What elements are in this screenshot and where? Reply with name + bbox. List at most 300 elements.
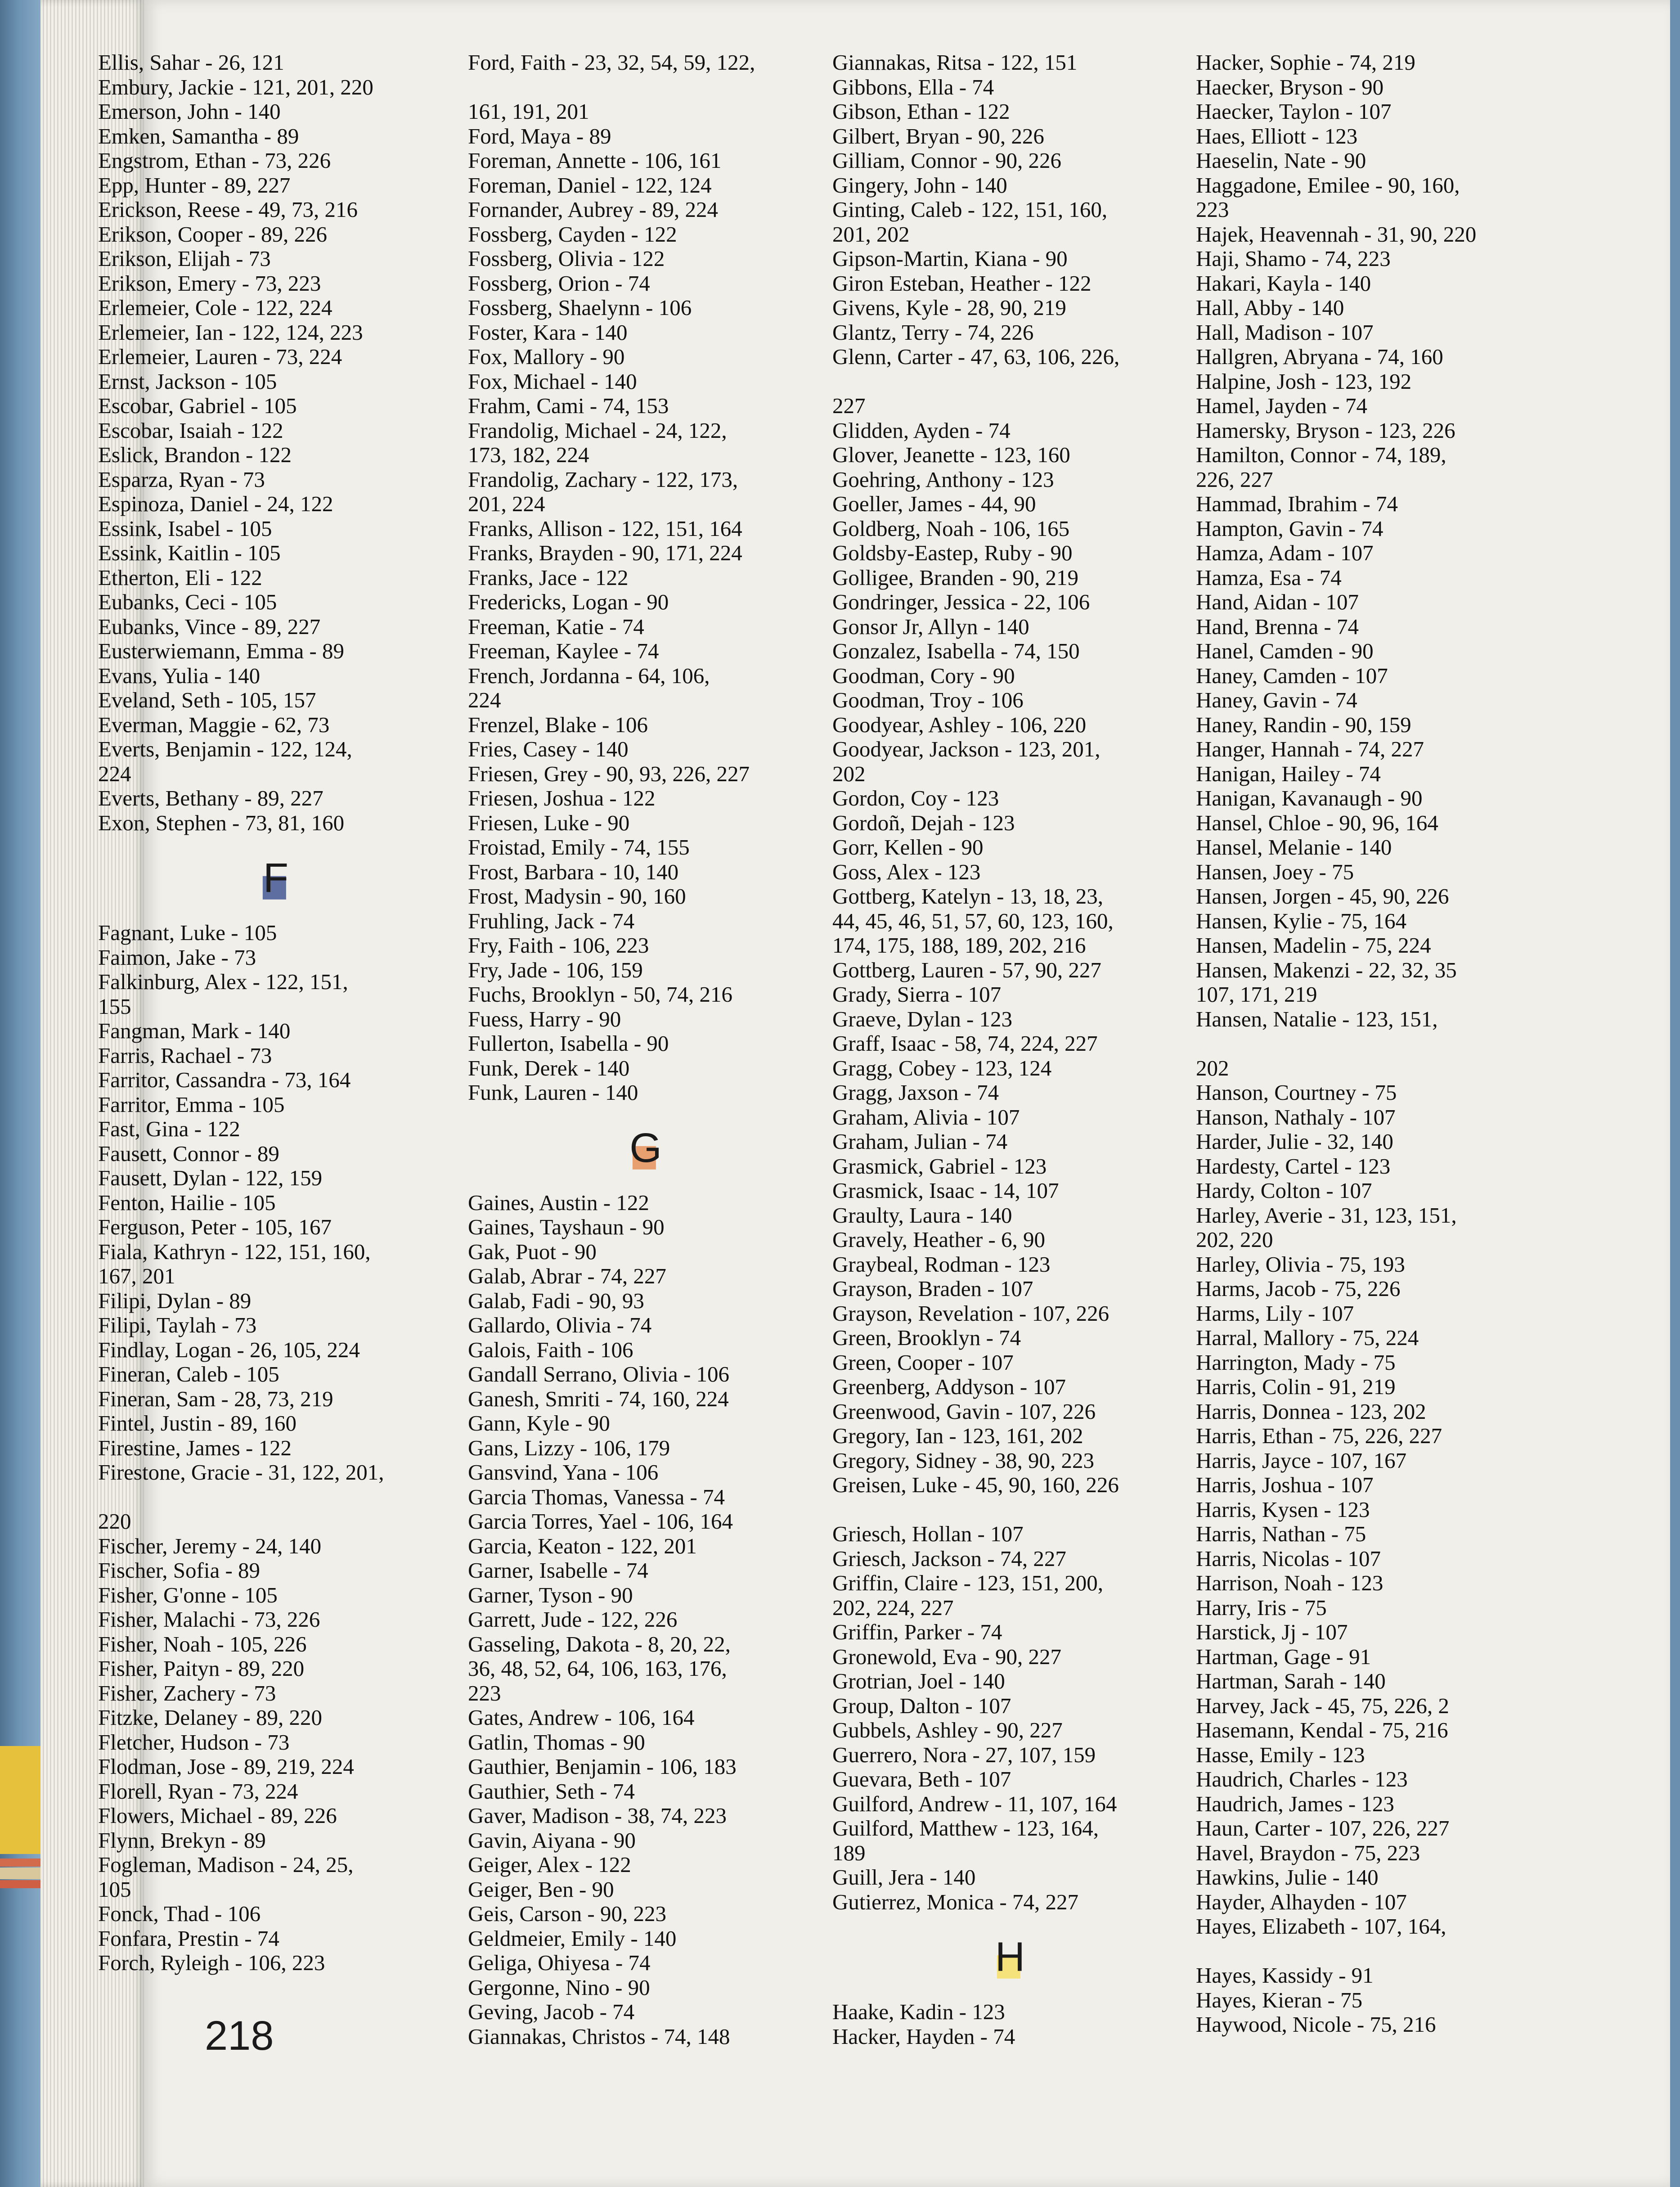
index-entry: Harris, Donnea - 123, 202 [1196,1399,1426,1424]
index-entry: Fisher, Paityn - 89, 220 [98,1656,305,1681]
index-entry: Harley, Averie - 31, 123, 151, [1196,1202,1457,1228]
index-entry: Hardesty, Cartel - 123 [1196,1153,1391,1179]
index-entry: Hayes, Kassidy - 91 [1196,1963,1374,1988]
index-entry: Everts, Benjamin - 122, 124, [98,737,352,761]
index-entry: Gavin, Aiyana - 90 [468,1827,636,1853]
index-entry: Harris, Colin - 91, 219 [1196,1374,1396,1399]
index-entry: Graeve, Dylan - 123 [832,1006,1013,1031]
index-entry: Glantz, Terry - 74, 226 [832,320,1034,345]
index-entry: Fangman, Mark - 140 [98,1018,291,1043]
index-entry: Ganesh, Smriti - 74, 160, 224 [468,1386,729,1411]
index-entry: Hamersky, Bryson - 123, 226 [1196,418,1455,443]
index-entry: Hawkins, Julie - 140 [1196,1865,1379,1890]
index-entry: Hampton, Gavin - 74 [1196,516,1384,541]
index-entry: 220 [98,1509,131,1534]
index-entry: Fullerton, Isabella - 90 [468,1031,669,1056]
index-entry: 173, 182, 224 [468,442,589,467]
index-entry: Fossberg, Olivia - 122 [468,246,665,271]
index-entry: Foreman, Daniel - 122, 124 [468,172,712,198]
index-entry: Foreman, Annette - 106, 161 [468,148,722,173]
index-entry: Engstrom, Ethan - 73, 226 [98,148,331,173]
index-entry: Gondringer, Jessica - 22, 106 [832,590,1090,614]
index-entry: Fagnant, Luke - 105 [98,920,277,945]
index-entry: Hall, Madison - 107 [1196,320,1374,345]
index-entry: Etherton, Eli - 122 [98,565,262,590]
index-entry: Fisher, Noah - 105, 226 [98,1631,307,1656]
index-entry: Gallardo, Olivia - 74 [468,1313,652,1337]
index-entry: Galab, Fadi - 90, 93 [468,1288,644,1313]
index-entry: Gipson-Martin, Kiana - 90 [832,246,1068,271]
index-entry: Erikson, Emery - 73, 223 [98,270,321,296]
index-entry: Greisen, Luke - 45, 90, 160, 226 [832,1472,1119,1497]
index-entry: Hamza, Adam - 107 [1196,540,1374,565]
index-entry: Haywood, Nicole - 75, 216 [1196,2012,1436,2037]
index-entry: Fischer, Jeremy - 24, 140 [98,1533,322,1558]
index-entry: Gergonne, Nino - 90 [468,1975,650,2000]
index-column-4 [1196,50,1551,2102]
index-entry: Harms, Jacob - 75, 226 [1196,1276,1401,1301]
index-column-2 [468,50,823,2102]
index-entry: Gansvind, Yana - 106 [468,1460,659,1485]
index-entry: Hamel, Jayden - 74 [1196,393,1367,418]
index-entry: Grotrian, Joel - 140 [832,1669,1005,1693]
index-entry: Flowers, Michael - 89, 226 [98,1803,337,1828]
index-entry: Harrison, Noah - 123 [1196,1570,1384,1595]
index-entry: Eubanks, Vince - 89, 227 [98,614,321,639]
index-entry: Farritor, Emma - 105 [98,1092,285,1117]
index-entry: Esparza, Ryan - 73 [98,467,265,492]
blank-line [98,1485,454,1510]
index-entry: Hansen, Makenzi - 22, 32, 35 [1196,957,1457,982]
index-entry: Freeman, Kaylee - 74 [468,639,659,663]
index-entry: Firestine, James - 122 [98,1435,292,1460]
index-entry: Eveland, Seth - 105, 157 [98,688,316,712]
index-entry: Filipi, Taylah - 73 [98,1313,257,1337]
index-entry: Escobar, Gabriel - 105 [98,393,297,418]
index-entry: Guilford, Matthew - 123, 164, [832,1816,1099,1840]
index-entry: Glenn, Carter - 47, 63, 106, 226, [832,344,1120,369]
index-entry: Griffin, Claire - 123, 151, 200, [832,1570,1103,1595]
index-entry: Hayes, Kieran - 75 [1196,1987,1363,2012]
index-entry: Hakari, Kayla - 140 [1196,270,1371,296]
index-entry: Goldberg, Noah - 106, 165 [832,516,1070,541]
index-entry: Fisher, Malachi - 73, 226 [98,1607,320,1632]
section-letter-g [468,1105,823,1191]
index-entry: Hansen, Jorgen - 45, 90, 226 [1196,884,1449,909]
index-entry: Hayes, Elizabeth - 107, 164, [1196,1914,1446,1939]
index-entry: Garcia Torres, Yael - 106, 164 [468,1509,733,1534]
index-entry: Hansen, Kylie - 75, 164 [1196,908,1407,933]
index-entry: Harris, Jayce - 107, 167 [1196,1448,1407,1473]
index-entry: Graybeal, Rodman - 123 [832,1251,1051,1277]
index-entry: Erlemeier, Lauren - 73, 224 [98,344,342,369]
index-entry: Fossberg, Orion - 74 [468,270,650,296]
index-entry: Fisher, Zachery - 73 [98,1680,276,1706]
index-entry: 36, 48, 52, 64, 106, 163, 176, [468,1656,727,1681]
index-entry: Fox, Michael - 140 [468,369,637,394]
index-entry: 226, 227 [1196,467,1273,492]
index-entry: Ford, Maya - 89 [468,123,611,148]
index-entry: Essink, Isabel - 105 [98,516,272,541]
index-entry: Goodman, Cory - 90 [832,663,1015,688]
index-entry: Hand, Brenna - 74 [1196,614,1359,639]
index-entry: Faimon, Jake - 73 [98,945,256,970]
index-entry: Fausett, Connor - 89 [98,1141,279,1166]
index-entry: Espinoza, Daniel - 24, 122 [98,491,333,516]
index-entry: Guill, Jera - 140 [832,1865,976,1890]
index-entry: Gaver, Madison - 38, 74, 223 [468,1803,727,1828]
index-entry: Hansen, Joey - 75 [1196,859,1354,884]
index-entry: Hanger, Hannah - 74, 227 [1196,737,1424,761]
index-entry: Fry, Faith - 106, 223 [468,933,649,958]
index-entry: 227 [832,393,866,418]
index-entry: Giannakas, Ritsa - 122, 151 [832,50,1078,75]
index-entry: Ernst, Jackson - 105 [98,369,277,394]
index-entry: Goodyear, Jackson - 123, 201, [832,737,1101,761]
index-entry: Fast, Gina - 122 [98,1116,240,1141]
index-entry: Fletcher, Hudson - 73 [98,1729,290,1755]
index-entry: Friesen, Luke - 90 [468,810,630,835]
index-entry: Hammad, Ibrahim - 74 [1196,491,1398,516]
spine-yellow-band [0,1746,40,1854]
index-entry: Giannakas, Christos - 74, 148 [468,2024,730,2049]
index-entry: Gregory, Sidney - 38, 90, 223 [832,1448,1095,1473]
index-entry: Ellis, Sahar - 26, 121 [98,50,284,75]
index-entry: 155 [98,994,131,1019]
index-entry: Haecker, Bryson - 90 [1196,74,1384,99]
index-entry: Fredericks, Logan - 90 [468,590,669,614]
index-entry: Gingery, John - 140 [832,172,1007,198]
index-entry: Grayson, Braden - 107 [832,1276,1033,1301]
index-entry: Griesch, Hollan - 107 [832,1521,1024,1546]
index-entry: Goldsby-Eastep, Ruby - 90 [832,540,1073,565]
index-entry: Geldmeier, Emily - 140 [468,1926,677,1951]
index-entry: Funk, Lauren - 140 [468,1080,638,1105]
index-entry: Graulty, Laura - 140 [832,1202,1012,1228]
index-entry: Hall, Abby - 140 [1196,295,1344,320]
index-entry: Hanson, Nathaly - 107 [1196,1104,1396,1130]
index-entry: Gasseling, Dakota - 8, 20, 22, [468,1631,731,1656]
index-entry: Garner, Tyson - 90 [468,1582,633,1607]
index-entry: Erikson, Elijah - 73 [98,246,271,271]
index-entry: Filipi, Dylan - 89 [98,1288,252,1313]
section-letter-f [98,835,454,921]
index-entry: Gaines, Tayshaun - 90 [468,1215,665,1239]
index-entry: Green, Brooklyn - 74 [832,1325,1021,1350]
index-entry: Funk, Derek - 140 [468,1055,630,1080]
index-entry: Gak, Puot - 90 [468,1239,597,1264]
index-entry: Fiala, Kathryn - 122, 151, 160, [98,1239,371,1264]
index-entry: Escobar, Isaiah - 122 [98,418,283,443]
index-entry: Freeman, Katie - 74 [468,614,644,639]
index-entry: 44, 45, 46, 51, 57, 60, 123, 160, [832,908,1114,933]
index-entry: Haney, Randin - 90, 159 [1196,712,1411,737]
index-entry: Geiger, Alex - 122 [468,1852,631,1877]
index-entry: Essink, Kaitlin - 105 [98,540,281,565]
index-entry: Erikson, Cooper - 89, 226 [98,221,327,247]
index-entry: Guevara, Beth - 107 [832,1767,1011,1791]
index-entry: Graham, Alivia - 107 [832,1104,1020,1130]
index-entry: Eubanks, Ceci - 105 [98,590,277,614]
index-entry: Gibson, Ethan - 122 [832,99,1010,124]
index-entry: Frandolig, Zachary - 122, 173, [468,467,738,492]
index-entry: Fonck, Thad - 106 [98,1901,261,1926]
index-entry: Goehring, Anthony - 123 [832,467,1054,492]
index-entry: Haggadone, Emilee - 90, 160, [1196,172,1460,198]
index-entry: Grady, Sierra - 107 [832,982,1002,1007]
index-entry: Geis, Carson - 90, 223 [468,1901,666,1926]
index-entry: Harris, Ethan - 75, 226, 227 [1196,1423,1442,1448]
index-entry: Fossberg, Cayden - 122 [468,221,677,247]
index-entry: Farris, Rachael - 73 [98,1043,272,1068]
index-entry: 224 [98,761,131,786]
index-entry: Group, Dalton - 107 [832,1693,1011,1718]
index-entry: Hasemann, Kendal - 75, 216 [1196,1718,1448,1742]
index-entry: Greenberg, Addyson - 107 [832,1374,1066,1399]
index-entry: 161, 191, 201 [468,99,589,124]
index-entry: Gubbels, Ashley - 90, 227 [832,1718,1063,1742]
index-entry: Geiger, Ben - 90 [468,1876,614,1902]
index-entry: Gates, Andrew - 106, 164 [468,1705,695,1730]
index-column-3 [832,50,1188,2102]
section-letter-glyph: G [629,1125,662,1171]
index-entry: Hanigan, Kavanaugh - 90 [1196,786,1423,810]
index-entry: Gutierrez, Monica - 74, 227 [832,1889,1078,1914]
index-entry: Gauthier, Seth - 74 [468,1778,635,1804]
index-entry: Guerrero, Nora - 27, 107, 159 [832,1742,1096,1767]
index-entry: Frenzel, Blake - 106 [468,712,648,737]
index-entry: Harry, Iris - 75 [1196,1595,1327,1620]
index-entry: Fruhling, Jack - 74 [468,908,635,933]
blank-line [1196,1939,1551,1964]
index-entry: 107, 171, 219 [1196,982,1317,1007]
index-entry: Greenwood, Gavin - 107, 226 [832,1399,1096,1424]
index-entry: Froistad, Emily - 74, 155 [468,835,690,860]
index-entry: Hansen, Natalie - 123, 151, [1196,1006,1438,1031]
index-entry: Gragg, Jaxson - 74 [832,1080,999,1105]
index-entry: Fischer, Sofia - 89 [98,1558,261,1583]
index-entry: Exon, Stephen - 73, 81, 160 [98,810,345,835]
index-entry: Gonsor Jr, Allyn - 140 [832,614,1029,639]
index-entry: Gandall Serrano, Olivia - 106 [468,1362,730,1386]
index-entry: Green, Cooper - 107 [832,1350,1014,1375]
index-entry: Fox, Mallory - 90 [468,344,625,369]
index-entry: Erlemeier, Cole - 122, 224 [98,295,332,320]
index-entry: Hayder, Alhayden - 107 [1196,1889,1407,1914]
index-entry: Haudrich, Charles - 123 [1196,1767,1408,1791]
index-entry: Havel, Braydon - 75, 223 [1196,1840,1420,1865]
index-entry: Farritor, Cassandra - 73, 164 [98,1067,351,1092]
index-entry: Givens, Kyle - 28, 90, 219 [832,295,1066,320]
index-entry: Erickson, Reese - 49, 73, 216 [98,197,358,222]
index-entry: Grasmick, Isaac - 14, 107 [832,1178,1059,1203]
index-entry: Fogleman, Madison - 24, 25, [98,1852,354,1877]
index-entry: Gibbons, Ella - 74 [832,74,994,99]
index-entry: Fineran, Caleb - 105 [98,1362,279,1386]
index-entry: Gronewold, Eva - 90, 227 [832,1644,1061,1669]
index-entry: Eusterwiemann, Emma - 89 [98,639,345,663]
index-entry: Franks, Brayden - 90, 171, 224 [468,540,742,565]
index-entry: Grasmick, Gabriel - 123 [832,1153,1047,1179]
index-entry: Graham, Julian - 74 [832,1129,1008,1154]
index-entry: Friesen, Grey - 90, 93, 226, 227 [468,761,750,786]
index-entry: Galab, Abrar - 74, 227 [468,1264,666,1288]
index-entry: Gottberg, Lauren - 57, 90, 227 [832,957,1101,982]
index-entry: Garcia Thomas, Vanessa - 74 [468,1484,725,1509]
index-entry: Gordoñ, Dejah - 123 [832,810,1015,835]
index-entry: Hamza, Esa - 74 [1196,565,1342,590]
index-entry: 201, 224 [468,491,545,516]
index-entry: Frandolig, Michael - 24, 122, [468,418,727,443]
index-entry: 201, 202 [832,221,910,247]
index-entry: Franks, Allison - 122, 151, 164 [468,516,742,541]
index-entry: 174, 175, 188, 189, 202, 216 [832,933,1086,958]
index-entry: Haun, Carter - 107, 226, 227 [1196,1816,1450,1840]
index-entry: Golligee, Branden - 90, 219 [832,565,1079,590]
index-entry: Fausett, Dylan - 122, 159 [98,1166,323,1190]
index-entry: Fuess, Harry - 90 [468,1006,621,1031]
book-spine [0,0,40,2187]
index-entry: Gregory, Ian - 123, 161, 202 [832,1423,1083,1448]
index-entry: Haudrich, James - 123 [1196,1791,1394,1816]
index-entry: Gans, Lizzy - 106, 179 [468,1435,670,1460]
index-entry: Harral, Mallory - 75, 224 [1196,1325,1419,1350]
index-entry: 202, 220 [1196,1227,1273,1252]
index-entry: Glidden, Ayden - 74 [832,418,1011,443]
index-entry: Hand, Aidan - 107 [1196,590,1359,614]
index-entry: Hardy, Colton - 107 [1196,1178,1372,1203]
index-entry: Friesen, Joshua - 122 [468,786,656,810]
index-entry: Harstick, Jj - 107 [1196,1620,1348,1644]
index-entry: Fintel, Justin - 89, 160 [98,1411,297,1436]
index-entry: Hacker, Sophie - 74, 219 [1196,50,1415,75]
index-entry: Harvey, Jack - 45, 75, 226, 2 [1196,1693,1449,1718]
index-entry: 224 [468,688,501,712]
spine-orange-band-2 [0,1880,40,1888]
index-entry: Frost, Madysin - 90, 160 [468,884,686,909]
index-entry: Haney, Gavin - 74 [1196,688,1357,712]
index-entry: Gilbert, Bryan - 90, 226 [832,123,1044,148]
index-entry: Fitzke, Delaney - 89, 220 [98,1705,323,1730]
blank-line [832,369,1188,394]
spine-light-band [0,1868,40,1879]
index-entry: Grayson, Revelation - 107, 226 [832,1300,1110,1326]
index-entry: Fineran, Sam - 28, 73, 219 [98,1386,333,1411]
section-letter-glyph: H [995,1934,1025,1980]
index-entry: Hamilton, Connor - 74, 189, [1196,442,1446,467]
index-entry: Gragg, Cobey - 123, 124 [832,1055,1052,1080]
index-entry: Fries, Casey - 140 [468,737,629,761]
index-entry: Gauthier, Benjamin - 106, 183 [468,1754,737,1779]
index-entry: 167, 201 [98,1264,175,1288]
index-entry: Haeselin, Nate - 90 [1196,148,1366,173]
index-entry: Ferguson, Peter - 105, 167 [98,1215,332,1239]
index-entry: Hanel, Camden - 90 [1196,639,1374,663]
index-entry: Hacker, Hayden - 74 [832,2024,1015,2049]
index-entry: Hansen, Madelin - 75, 224 [1196,933,1431,958]
index-entry: Everts, Bethany - 89, 227 [98,786,323,810]
index-entry: Fuchs, Brooklyn - 50, 74, 216 [468,982,732,1007]
index-entry: Gorr, Kellen - 90 [832,835,984,860]
index-entry: Goeller, James - 44, 90 [832,491,1036,516]
index-entry: 223 [468,1680,501,1706]
section-letter-h [832,1914,1188,2000]
index-entry: Gravely, Heather - 6, 90 [832,1227,1046,1252]
index-entry: Griesch, Jackson - 74, 227 [832,1546,1066,1571]
index-entry: Hartman, Sarah - 140 [1196,1669,1386,1693]
index-entry: Haes, Elliott - 123 [1196,123,1358,148]
index-entry: Garcia, Keaton - 122, 201 [468,1533,697,1558]
index-entry: Geliga, Ohiyesa - 74 [468,1950,651,1975]
index-entry: Goodman, Troy - 106 [832,688,1024,712]
index-entry: Gann, Kyle - 90 [468,1411,610,1436]
index-entry: French, Jordanna - 64, 106, [468,663,710,688]
cover-edge [1670,0,1680,2187]
index-entry: Fornander, Aubrey - 89, 224 [468,197,718,222]
blank-line [832,1498,1188,1522]
index-entry: 202, 224, 227 [832,1595,954,1620]
index-entry: Haney, Camden - 107 [1196,663,1388,688]
index-entry: Garrett, Jude - 122, 226 [468,1607,678,1632]
blank-line [1196,1031,1551,1056]
index-entry: Goss, Alex - 123 [832,859,981,884]
index-column-1 [98,50,454,2102]
index-entry: Findlay, Logan - 26, 105, 224 [98,1337,360,1362]
index-entry: Gottberg, Katelyn - 13, 18, 23, [832,884,1103,909]
index-entry: Foster, Kara - 140 [468,320,628,345]
index-entry: Fry, Jade - 106, 159 [468,957,643,982]
index-entry: Hansel, Melanie - 140 [1196,835,1392,860]
index-entry: Garner, Isabelle - 74 [468,1558,648,1583]
index-entry: Guilford, Andrew - 11, 107, 164 [832,1791,1117,1816]
blank-line [468,75,823,100]
index-entry: Florell, Ryan - 73, 224 [98,1778,298,1804]
index-entry: Gilliam, Connor - 90, 226 [832,148,1062,173]
index-entry: Ford, Faith - 23, 32, 54, 59, 122, [468,50,755,75]
index-entry: Goodyear, Ashley - 106, 220 [832,712,1087,737]
index-entry: Ginting, Caleb - 122, 151, 160, [832,197,1108,222]
index-entry: Evans, Yulia - 140 [98,663,261,688]
index-entry: Everman, Maggie - 62, 73 [98,712,330,737]
index-entry: Frahm, Cami - 74, 153 [468,393,669,418]
index-entry: Erlemeier, Ian - 122, 124, 223 [98,320,363,345]
index-entry: Fossberg, Shaelynn - 106 [468,295,692,320]
index-entry: Falkinburg, Alex - 122, 151, [98,969,348,994]
index-entry: Gaines, Austin - 122 [468,1190,649,1215]
index-entry: Fenton, Hailie - 105 [98,1190,276,1215]
index-entry: Galois, Faith - 106 [468,1337,633,1362]
index-entry: Harris, Kysen - 123 [1196,1497,1370,1522]
index-entry: Harder, Julie - 32, 140 [1196,1129,1393,1154]
index-entry: Hansel, Chloe - 90, 96, 164 [1196,810,1438,835]
index-entry: Gatlin, Thomas - 90 [468,1729,645,1755]
index-entry: Haji, Shamo - 74, 223 [1196,246,1391,271]
index-entry: Firestone, Gracie - 31, 122, 201, [98,1460,384,1485]
index-entry: Giron Esteban, Heather - 122 [832,270,1092,296]
index-entry: Hartman, Gage - 91 [1196,1644,1371,1669]
index-entry: Haake, Kadin - 123 [832,1999,1005,2024]
index-entry: Hallgren, Abryana - 74, 160 [1196,344,1443,369]
spine-orange-band [0,1858,40,1867]
index-entry: Geving, Jacob - 74 [468,1999,635,2024]
index-entry: Forch, Ryleigh - 106, 223 [98,1950,325,1975]
index-entry: Frost, Barbara - 10, 140 [468,859,679,884]
index-entry: Hanson, Courtney - 75 [1196,1080,1397,1105]
index-entry: Emken, Samantha - 89 [98,123,299,148]
index-entry: Fonfara, Prestin - 74 [98,1926,279,1951]
index-entry: Gordon, Coy - 123 [832,786,999,810]
index-entry: Harris, Nicolas - 107 [1196,1546,1381,1571]
